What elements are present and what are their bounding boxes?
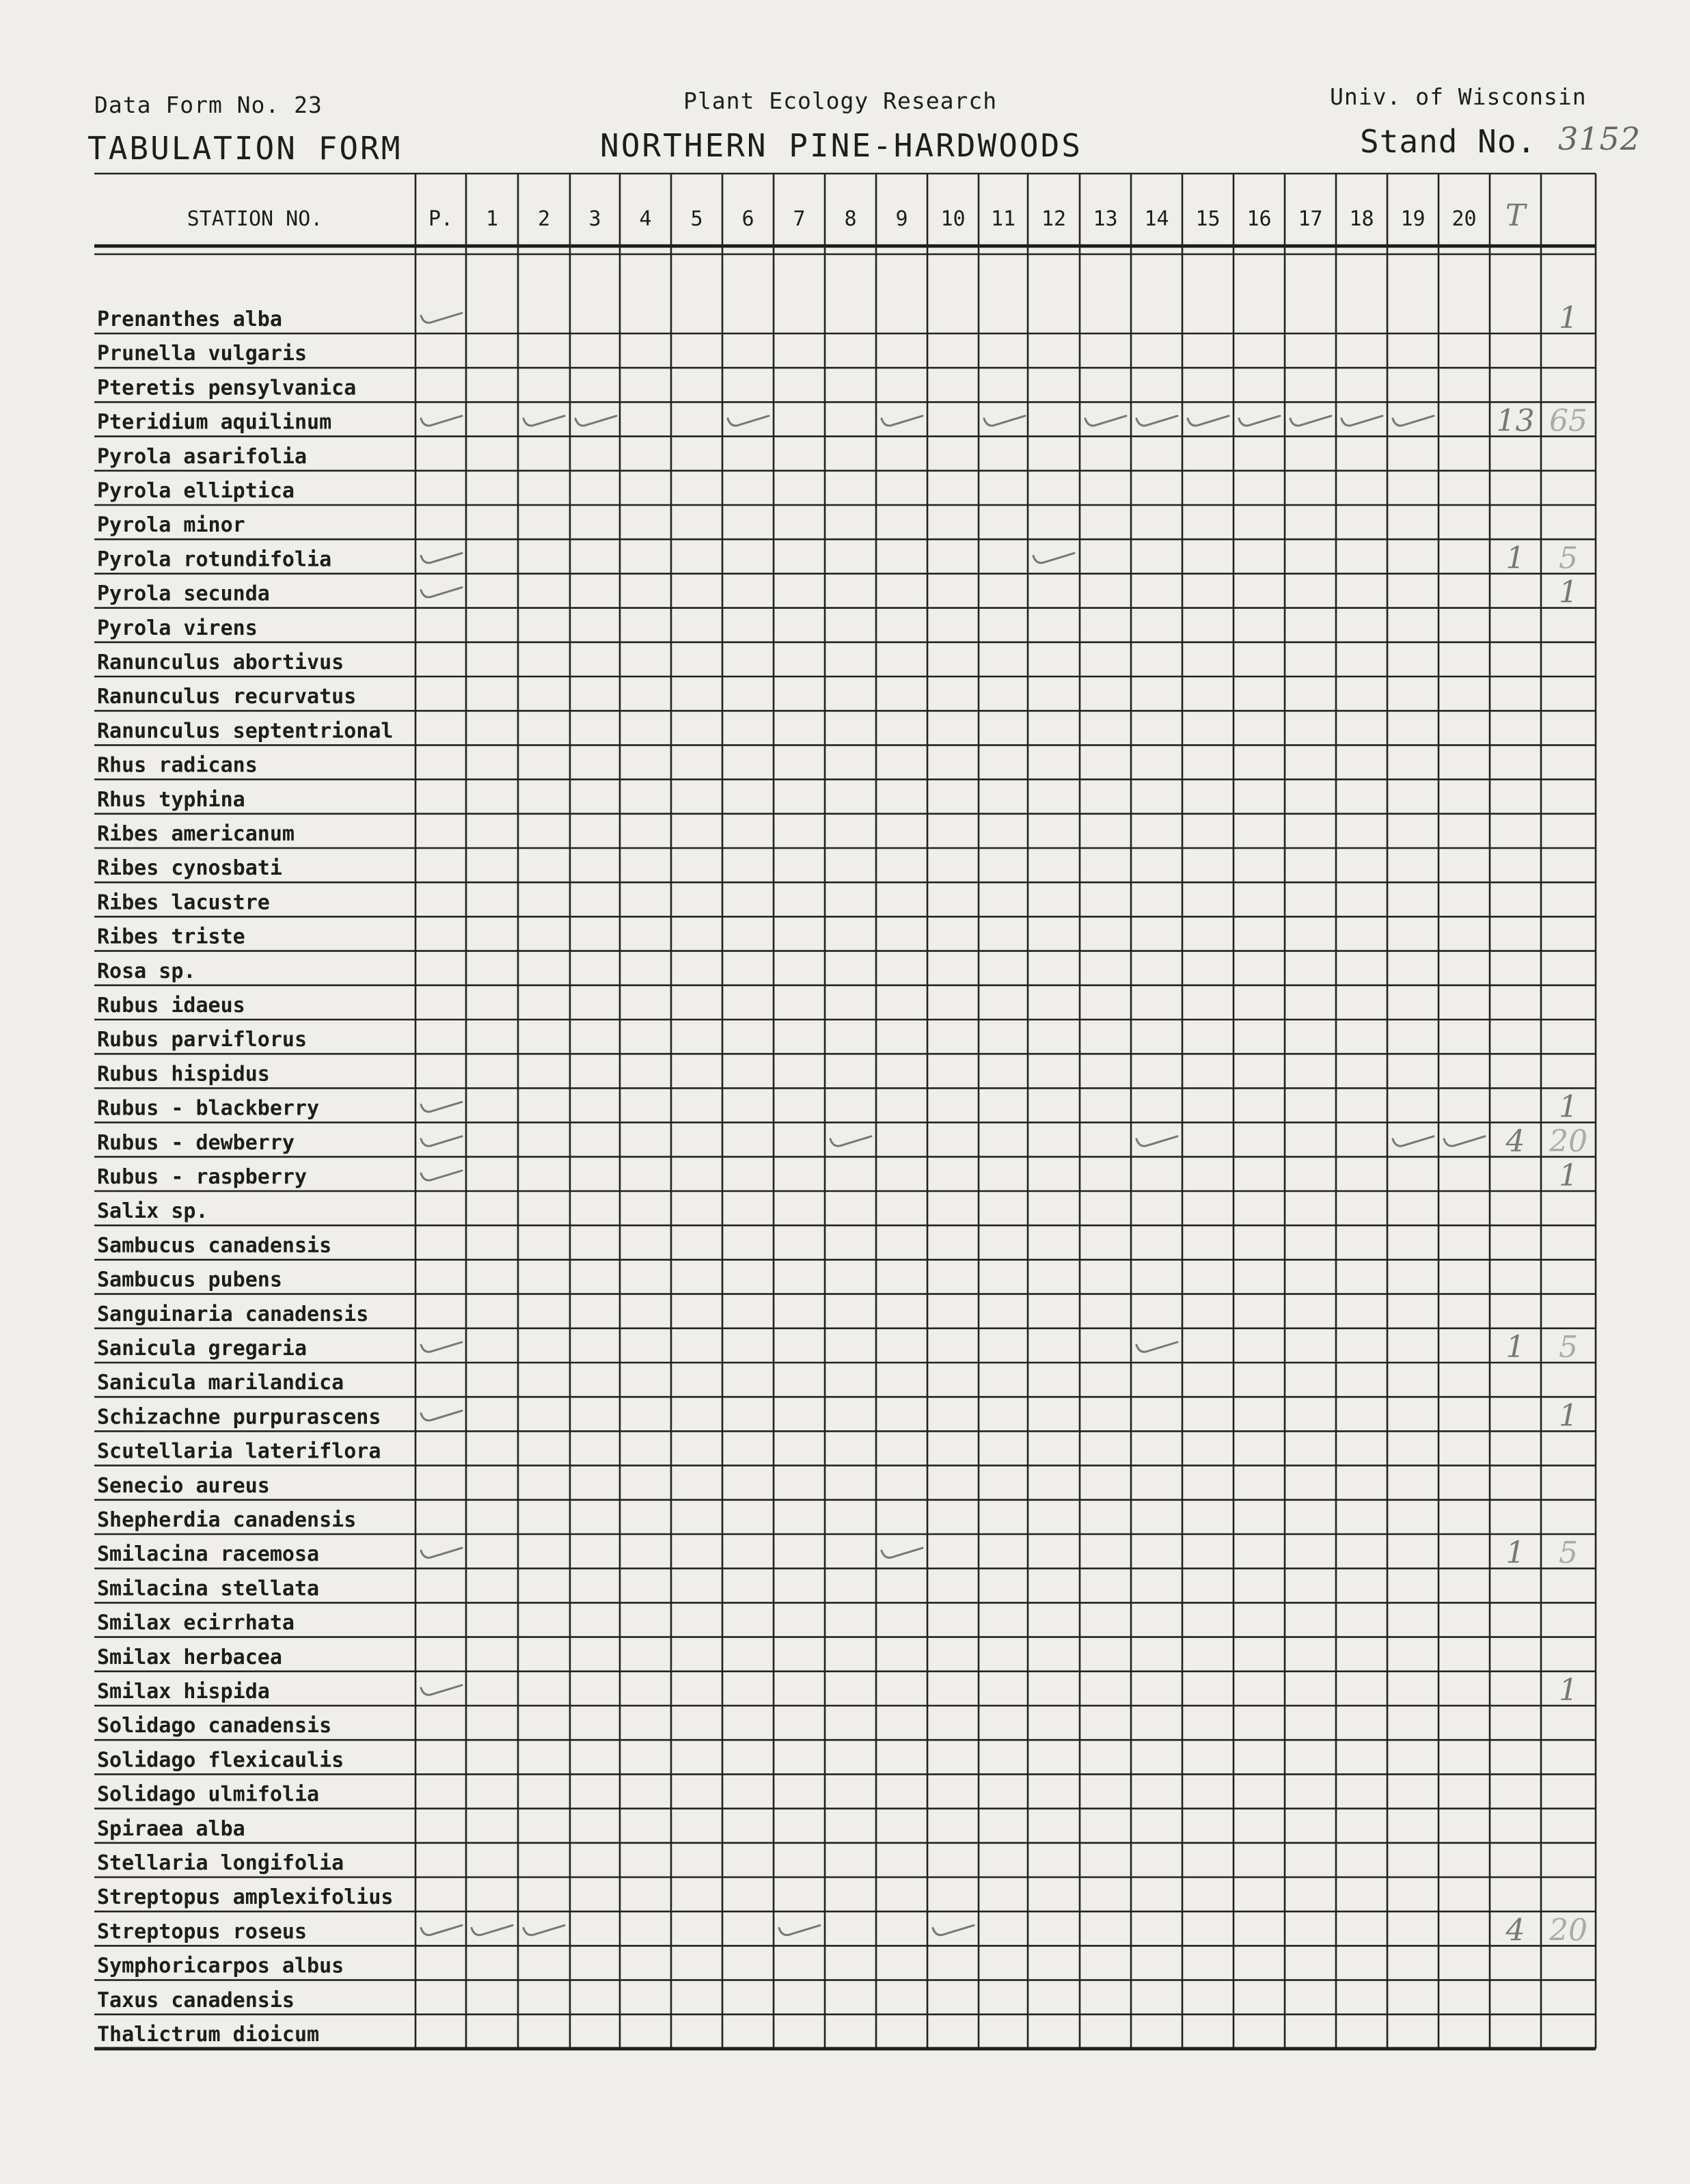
- species-name: Pyrola rotundifolia: [97, 547, 332, 572]
- column-header-station: 15: [1195, 207, 1221, 231]
- total-count: 13: [1496, 403, 1535, 439]
- table-row: [94, 1508, 1596, 1534]
- frequency-value: 5: [1559, 1535, 1578, 1571]
- column-header-station: 3: [588, 207, 601, 231]
- species-rows: [94, 301, 1596, 2049]
- table-row: [94, 513, 1596, 539]
- table-row: [94, 2023, 1596, 2049]
- species-name: Sanicula gregaria: [97, 1337, 308, 1361]
- column-header-station: 2: [537, 207, 551, 231]
- table-row: [94, 1748, 1596, 1774]
- table-row: [94, 479, 1596, 505]
- table-row: [94, 1851, 1596, 1877]
- table-row: [94, 788, 1596, 814]
- species-name: Sambucus canadensis: [97, 1233, 332, 1258]
- forest-type-heading: NORTHERN PINE-HARDWOODS: [600, 127, 1082, 164]
- column-header-station: 20: [1452, 207, 1477, 231]
- column-header-station: 16: [1246, 207, 1272, 231]
- frequency-value: 1: [1559, 1398, 1578, 1434]
- column-header-station: 13: [1093, 207, 1118, 231]
- species-name: Sambucus pubens: [97, 1268, 282, 1292]
- check-mark: [421, 1136, 462, 1146]
- table-row: [94, 959, 1596, 985]
- check-mark: [1341, 416, 1382, 426]
- column-header-total: T: [1505, 198, 1526, 233]
- species-name: Salix sp.: [97, 1199, 208, 1224]
- frequency-value: 5: [1559, 1330, 1578, 1365]
- species-name: Solidago ulmifolia: [97, 1782, 320, 1807]
- stand-number-value: 3152: [1558, 120, 1641, 157]
- table-row: [94, 1611, 1596, 1637]
- species-name: Symphoricarpos albus: [97, 1954, 344, 1978]
- species-name: Rubus - raspberry: [97, 1165, 308, 1189]
- species-name: Rubus parviflorus: [97, 1028, 308, 1052]
- check-mark: [1085, 416, 1126, 426]
- check-mark: [421, 1925, 462, 1935]
- column-header-station: 17: [1298, 207, 1323, 231]
- species-name: Rubus - dewberry: [97, 1130, 295, 1155]
- table-row: [94, 616, 1596, 642]
- check-mark: [523, 1925, 564, 1935]
- station-number-header: STATION NO.: [187, 207, 323, 231]
- check-mark: [1188, 416, 1229, 426]
- table-row: [94, 1199, 1596, 1225]
- table-row: [94, 925, 1596, 951]
- table-row: [94, 1714, 1596, 1740]
- table-row: [94, 404, 1596, 439]
- frequency-value: 1: [1559, 1158, 1578, 1193]
- check-mark: [830, 1136, 871, 1146]
- species-name: Pyrola elliptica: [97, 479, 295, 503]
- species-name: Smilax ecirrhata: [97, 1611, 295, 1635]
- check-mark: [1393, 1136, 1434, 1146]
- species-name: Rubus - blackberry: [97, 1096, 320, 1121]
- frequency-value: 5: [1559, 541, 1578, 576]
- species-name: Thalictrum dioicum: [97, 2023, 320, 2047]
- total-count: 1: [1505, 541, 1525, 576]
- check-mark: [1033, 553, 1074, 562]
- table-row: [94, 445, 1596, 471]
- check-mark: [1444, 1136, 1485, 1146]
- species-name: Ranunculus abortivus: [97, 651, 344, 674]
- species-name: Solidago canadensis: [97, 1714, 332, 1738]
- table-row: [94, 1302, 1596, 1328]
- species-name: Shepherdia canadensis: [97, 1508, 357, 1532]
- species-name: Smilacina stellata: [97, 1576, 320, 1601]
- table-row: [94, 1440, 1596, 1466]
- check-mark: [1136, 416, 1177, 426]
- frequency-value: 65: [1549, 403, 1587, 439]
- table-row: [94, 1989, 1596, 2015]
- table-row: [94, 342, 1596, 368]
- table-row: [94, 1062, 1596, 1088]
- check-mark: [421, 313, 462, 323]
- table-row: [94, 1576, 1596, 1602]
- column-header-station: 10: [940, 207, 966, 231]
- table-row: [94, 685, 1596, 711]
- check-mark: [575, 416, 616, 426]
- species-name: Solidago flexicaulis: [97, 1748, 344, 1773]
- table-row: [94, 1330, 1596, 1365]
- check-mark: [421, 588, 462, 597]
- check-mark: [421, 1171, 462, 1180]
- total-count: 1: [1505, 1330, 1525, 1365]
- species-name: Schizachne purpurascens: [97, 1405, 381, 1430]
- species-name: Ranunculus septentrional: [97, 719, 394, 743]
- form-title: TABULATION FORM: [87, 130, 403, 167]
- table-row: [94, 1268, 1596, 1294]
- species-name: Pteridium aquilinum: [97, 410, 332, 435]
- species-name: Rhus typhina: [97, 787, 245, 812]
- frequency-value: 20: [1549, 1913, 1587, 1948]
- species-name: Streptopus roseus: [97, 1920, 308, 1944]
- species-name: Ranunculus recurvatus: [97, 685, 357, 709]
- check-mark: [984, 416, 1025, 426]
- check-mark: [523, 416, 564, 426]
- table-row: [94, 541, 1596, 575]
- table-row: [94, 994, 1596, 1020]
- column-header-station: 18: [1349, 207, 1374, 231]
- table-row: [94, 1090, 1596, 1125]
- table-row: [94, 1398, 1596, 1433]
- species-name: Rosa sp.: [97, 959, 196, 983]
- table-row: [94, 1233, 1596, 1259]
- species-name: Pyrola virens: [97, 616, 258, 640]
- table-row: [94, 1913, 1596, 1948]
- frequency-value: 20: [1549, 1123, 1587, 1159]
- species-name: Prunella vulgaris: [97, 342, 308, 366]
- species-name: Sanicula marilandica: [97, 1371, 344, 1395]
- species-name: Stellaria longifolia: [97, 1851, 344, 1875]
- check-mark: [882, 1548, 923, 1557]
- species-name: Pyrola secunda: [97, 582, 270, 606]
- species-name: Ribes triste: [97, 925, 245, 949]
- species-name: Taxus canadensis: [97, 1988, 295, 2012]
- column-header-station: 12: [1041, 207, 1067, 231]
- table-row: [94, 1535, 1596, 1570]
- check-mark: [933, 1925, 974, 1935]
- column-header-station: 14: [1144, 207, 1169, 231]
- check-mark: [472, 1925, 513, 1935]
- table-row: [94, 651, 1596, 677]
- check-mark: [779, 1925, 820, 1935]
- frequency-value: 1: [1559, 575, 1578, 610]
- species-name: Prenanthes alba: [97, 308, 282, 331]
- table-row: [94, 754, 1596, 780]
- table-row: [94, 890, 1596, 916]
- species-name: Scutellaria lateriflora: [97, 1439, 381, 1464]
- institution-name: Univ. of Wisconsin: [1330, 83, 1587, 110]
- column-header-station: P.: [428, 207, 454, 231]
- check-mark: [1136, 1136, 1177, 1146]
- column-header-station: 19: [1400, 207, 1426, 231]
- table-row: [94, 1954, 1596, 1980]
- frequency-value: 1: [1559, 1673, 1578, 1708]
- column-header-station: 5: [690, 207, 703, 231]
- species-name: Smilacina racemosa: [97, 1542, 320, 1567]
- column-header-station: 4: [639, 207, 652, 231]
- stand-number-label: Stand No.: [1360, 123, 1537, 160]
- species-name: Rhus radicans: [97, 753, 258, 778]
- check-mark: [421, 1685, 462, 1695]
- check-mark: [421, 1342, 462, 1352]
- table-row: [94, 719, 1596, 745]
- form-number: Data Form No. 23: [94, 92, 323, 118]
- species-name: Pteretis pensylvanica: [97, 376, 357, 400]
- species-name: Ribes americanum: [97, 822, 295, 846]
- table-row: [94, 1885, 1596, 1911]
- check-mark: [421, 1102, 462, 1112]
- table-row: [94, 1474, 1596, 1500]
- check-mark: [882, 416, 923, 426]
- table-row: [94, 1817, 1596, 1843]
- check-mark: [1393, 416, 1434, 426]
- species-name: Ribes lacustre: [97, 890, 270, 915]
- species-name: Ribes cynosbati: [97, 856, 282, 881]
- species-name: Streptopus amplexifolius: [97, 1885, 394, 1910]
- total-count: 4: [1505, 1913, 1525, 1948]
- check-mark: [1239, 416, 1280, 426]
- column-header-station: 7: [793, 207, 806, 231]
- species-name: Pyrola asarifolia: [97, 444, 308, 469]
- table-row: [94, 376, 1596, 402]
- check-mark: [421, 1548, 462, 1557]
- table-row: [94, 856, 1596, 882]
- table-row: [94, 822, 1596, 848]
- table-row: [94, 1646, 1596, 1671]
- table-row: [94, 1673, 1596, 1708]
- species-name: Smilax herbacea: [97, 1645, 282, 1669]
- table-row: [94, 1783, 1596, 1809]
- table-row: [94, 1124, 1596, 1159]
- total-count: 4: [1505, 1123, 1525, 1159]
- column-header-station: 9: [895, 207, 908, 231]
- table-row: [94, 575, 1596, 610]
- table-row: [94, 1371, 1596, 1397]
- check-mark: [1136, 1342, 1177, 1352]
- species-name: Spiraea alba: [97, 1816, 245, 1841]
- column-header-station: 6: [741, 207, 754, 231]
- table-row: [94, 1028, 1596, 1054]
- species-name: Pyrola minor: [97, 513, 245, 538]
- species-name: Sanguinaria canadensis: [97, 1302, 369, 1326]
- species-name: Rubus idaeus: [97, 994, 245, 1018]
- frequency-value: 1: [1559, 301, 1578, 336]
- species-name: Rubus hispidus: [97, 1062, 270, 1087]
- frequency-value: 1: [1559, 1089, 1578, 1125]
- check-mark: [421, 416, 462, 426]
- check-mark: [728, 416, 769, 426]
- station-header-row: [187, 198, 1528, 233]
- species-name: Smilax hispida: [97, 1680, 270, 1704]
- column-header-station: 1: [485, 207, 499, 231]
- column-header-station: 11: [990, 207, 1016, 231]
- table-row: [94, 1158, 1596, 1193]
- check-mark: [421, 553, 462, 562]
- species-name: Senecio aureus: [97, 1473, 270, 1498]
- total-count: 1: [1505, 1535, 1525, 1571]
- check-mark: [421, 1410, 462, 1420]
- check-mark: [1290, 416, 1331, 426]
- research-heading: Plant Ecology Research: [683, 87, 998, 114]
- table-row: [94, 301, 1596, 336]
- column-header-station: 8: [844, 207, 857, 231]
